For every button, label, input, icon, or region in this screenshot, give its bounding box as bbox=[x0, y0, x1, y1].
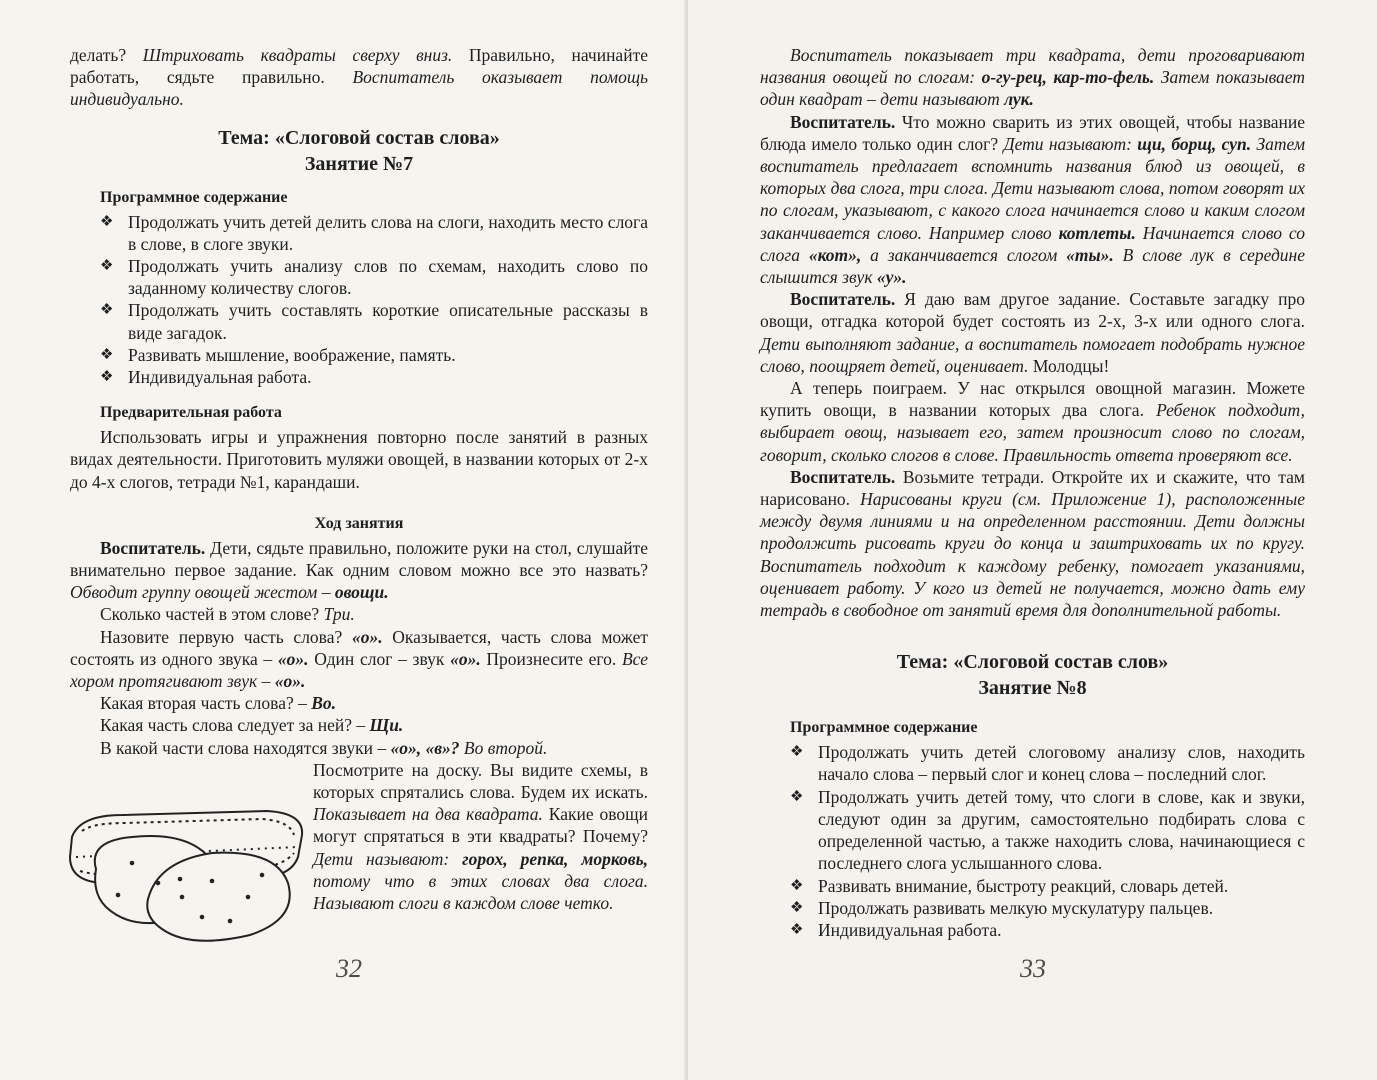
paragraph: Посмотрите на доску. Вы видите схемы, в которых спрятались слова. Будем их искать. Показывает на два квадрата. Какие овощи могут спрятаться в эти квадраты? Почему? Дети называют: горох, репка, морковь, потому что в этих словах два слога. Называют слоги в каждом слове четко. bbox=[313, 759, 648, 914]
list-item: ❖ Развивать внимание, быстроту реакций, словарь детей. bbox=[790, 875, 1229, 896]
program-heading: Программное содержание bbox=[100, 188, 288, 206]
list-item: ❖ Продолжать учить детей слоговому анализу слов, находить начало слова – первый слог и конец слова – последний слог. bbox=[790, 742, 1305, 785]
paragraph: Воспитатель показывает три квадрата, дети проговаривают названия овощей по слогам: о-гу-рец, кар-то-фель. Затем показывает один квадрат – дети называют лук. bbox=[760, 45, 1305, 110]
topic-title: Тема: «Слоговой состав слова» bbox=[218, 126, 500, 149]
bullet-icon: ❖ bbox=[100, 213, 114, 230]
lesson-title: Занятие №7 bbox=[304, 152, 414, 175]
lesson-title: Занятие №8 bbox=[978, 677, 1087, 700]
paragraph: Воспитатель. Я даю вам другое задание. Составьте загадку про овощи, отгадка которой будет состоять из 2-х, 3-х или одного слога. Дети выполняют задание, а воспитатель помогает подобрать нужное слово, поощряет детей, оценивает. Молодцы! bbox=[760, 289, 1305, 376]
list-item: ❖ Продолжать учить составлять короткие описательные рассказы в виде загадок. bbox=[100, 300, 648, 343]
prep-heading: Предварительная работа bbox=[100, 404, 282, 422]
paragraph: Назовите первую часть слова? «о». Оказывается, часть слова может состоять из одного звука – «о». Один слог – звук «о». Произнесите его. Все хором протягивают звук – «о». bbox=[70, 626, 648, 692]
figure-block bbox=[70, 759, 648, 914]
list-item: ❖ Продолжать развивать мелкую мускулатуру пальцев. bbox=[790, 897, 1214, 918]
program-list bbox=[70, 211, 648, 389]
paragraph: Какая часть слова следует за ней? – Щи. bbox=[100, 715, 404, 736]
prep-paragraph: Использовать игры и упражнения повторно после занятий в разных видах деятельности. Приготовить муляжи овощей, в названии которых от 2-х до 4-х слогов, тетради №1, карандаши. bbox=[70, 427, 648, 492]
left-page bbox=[0, 0, 688, 1080]
paragraph: Сколько частей в этом слове? Три. bbox=[100, 604, 355, 625]
page-number: 32 bbox=[336, 954, 362, 983]
list-item: ❖ Индивидуальная работа. bbox=[790, 919, 1002, 940]
paragraph: Воспитатель. Дети, сядьте правильно, положите руки на стол, слушайте внимательно первое задание. Как одним словом можно все это назвать? Обводит группу овощей жестом – овощи. bbox=[70, 537, 648, 603]
paragraph: А теперь поиграем. У нас открылся овощной магазин. Можете купить овощи, в названии которых два слога. Ребенок подходит, выбирает овощ, называет его, затем произносит слово по слогам, говорит, сколько слогов в слове. Правильность ответа проверяют все. bbox=[760, 378, 1305, 465]
program-heading: Программное содержание bbox=[790, 719, 978, 737]
bullet-icon: ❖ bbox=[100, 369, 114, 386]
right-page bbox=[688, 0, 1377, 1080]
topic-title: Тема: «Слоговой состав слов» bbox=[896, 651, 1169, 674]
page-number: 33 bbox=[1020, 954, 1046, 983]
intro-paragraph: делать? Штриховать квадраты сверху вниз. Правильно, начинайте работать, сядьте правильно. Воспитатель оказывает помощь индивидуально. bbox=[70, 45, 648, 110]
bullet-icon: ❖ bbox=[100, 302, 114, 319]
list-item: ❖ Индивидуальная работа. bbox=[100, 367, 312, 388]
paragraph: Воспитатель. Что можно сварить из этих овощей, чтобы название блюда имело только один слог? Дети называют: щи, борщ, суп. Затем воспитатель предлагает вспомнить названия блюд из овощей, в которых два слога, три слога. Дети называют слова, потом говорят их по слогам, указывают, с какого слога начинается слово и каким слогом заканчивается слово. Например слово котлеты. Начинается слово со слога «кот», а заканчивается слогом «ты». В слове лук в середине слышится звук «у». bbox=[760, 111, 1305, 288]
course-heading: Ход занятия bbox=[314, 514, 404, 532]
paragraph: Какая вторая часть слова? – Во. bbox=[100, 693, 337, 714]
list-item: ❖ Продолжать учить детей тому, что слоги в слове, как и звуки, следуют один за другим, самостоятельно подбирать слова с определенной частью, а также находить слова, начинающиеся с последнего слога услышанного слова. bbox=[790, 786, 1305, 874]
paragraph: Воспитатель. Возьмите тетради. Откройте их и скажите, что там нарисовано. Нарисованы круги (см. Приложение 1), расположенные между двумя линиями и на определенном расстоянии. Дети должны продолжить рисовать круги до конца и заштриховать их по кругу. Воспитатель подходит к каждому ребенку, помогает указаниями, оценивает работу. У кого из детей не получается, можно дать ему тетрадь в свободное от занятий время для дополнительной работы. bbox=[760, 466, 1305, 621]
bullet-icon: ❖ bbox=[790, 921, 804, 938]
bullet-icon: ❖ bbox=[100, 258, 114, 275]
paragraph: В какой части слова находятся звуки – «о», «в»? Во второй. bbox=[100, 737, 548, 758]
bullet-icon: ❖ bbox=[790, 744, 804, 761]
list-item: ❖ Продолжать учить анализу слов по схемам, находить слово по заданному количеству слогов. bbox=[100, 256, 648, 299]
bullet-icon: ❖ bbox=[100, 346, 114, 363]
program-list bbox=[760, 741, 1305, 941]
bullet-icon: ❖ bbox=[790, 788, 804, 805]
bullet-icon: ❖ bbox=[790, 899, 804, 916]
list-item: ❖ Продолжать учить детей делить слова на слоги, находить место слога в слове, в слоге звуки. bbox=[100, 211, 648, 254]
bullet-icon: ❖ bbox=[790, 877, 804, 894]
cucumber-and-potatoes-drawing bbox=[62, 797, 307, 947]
list-item: ❖ Развивать мышление, воображение, память. bbox=[100, 344, 456, 365]
